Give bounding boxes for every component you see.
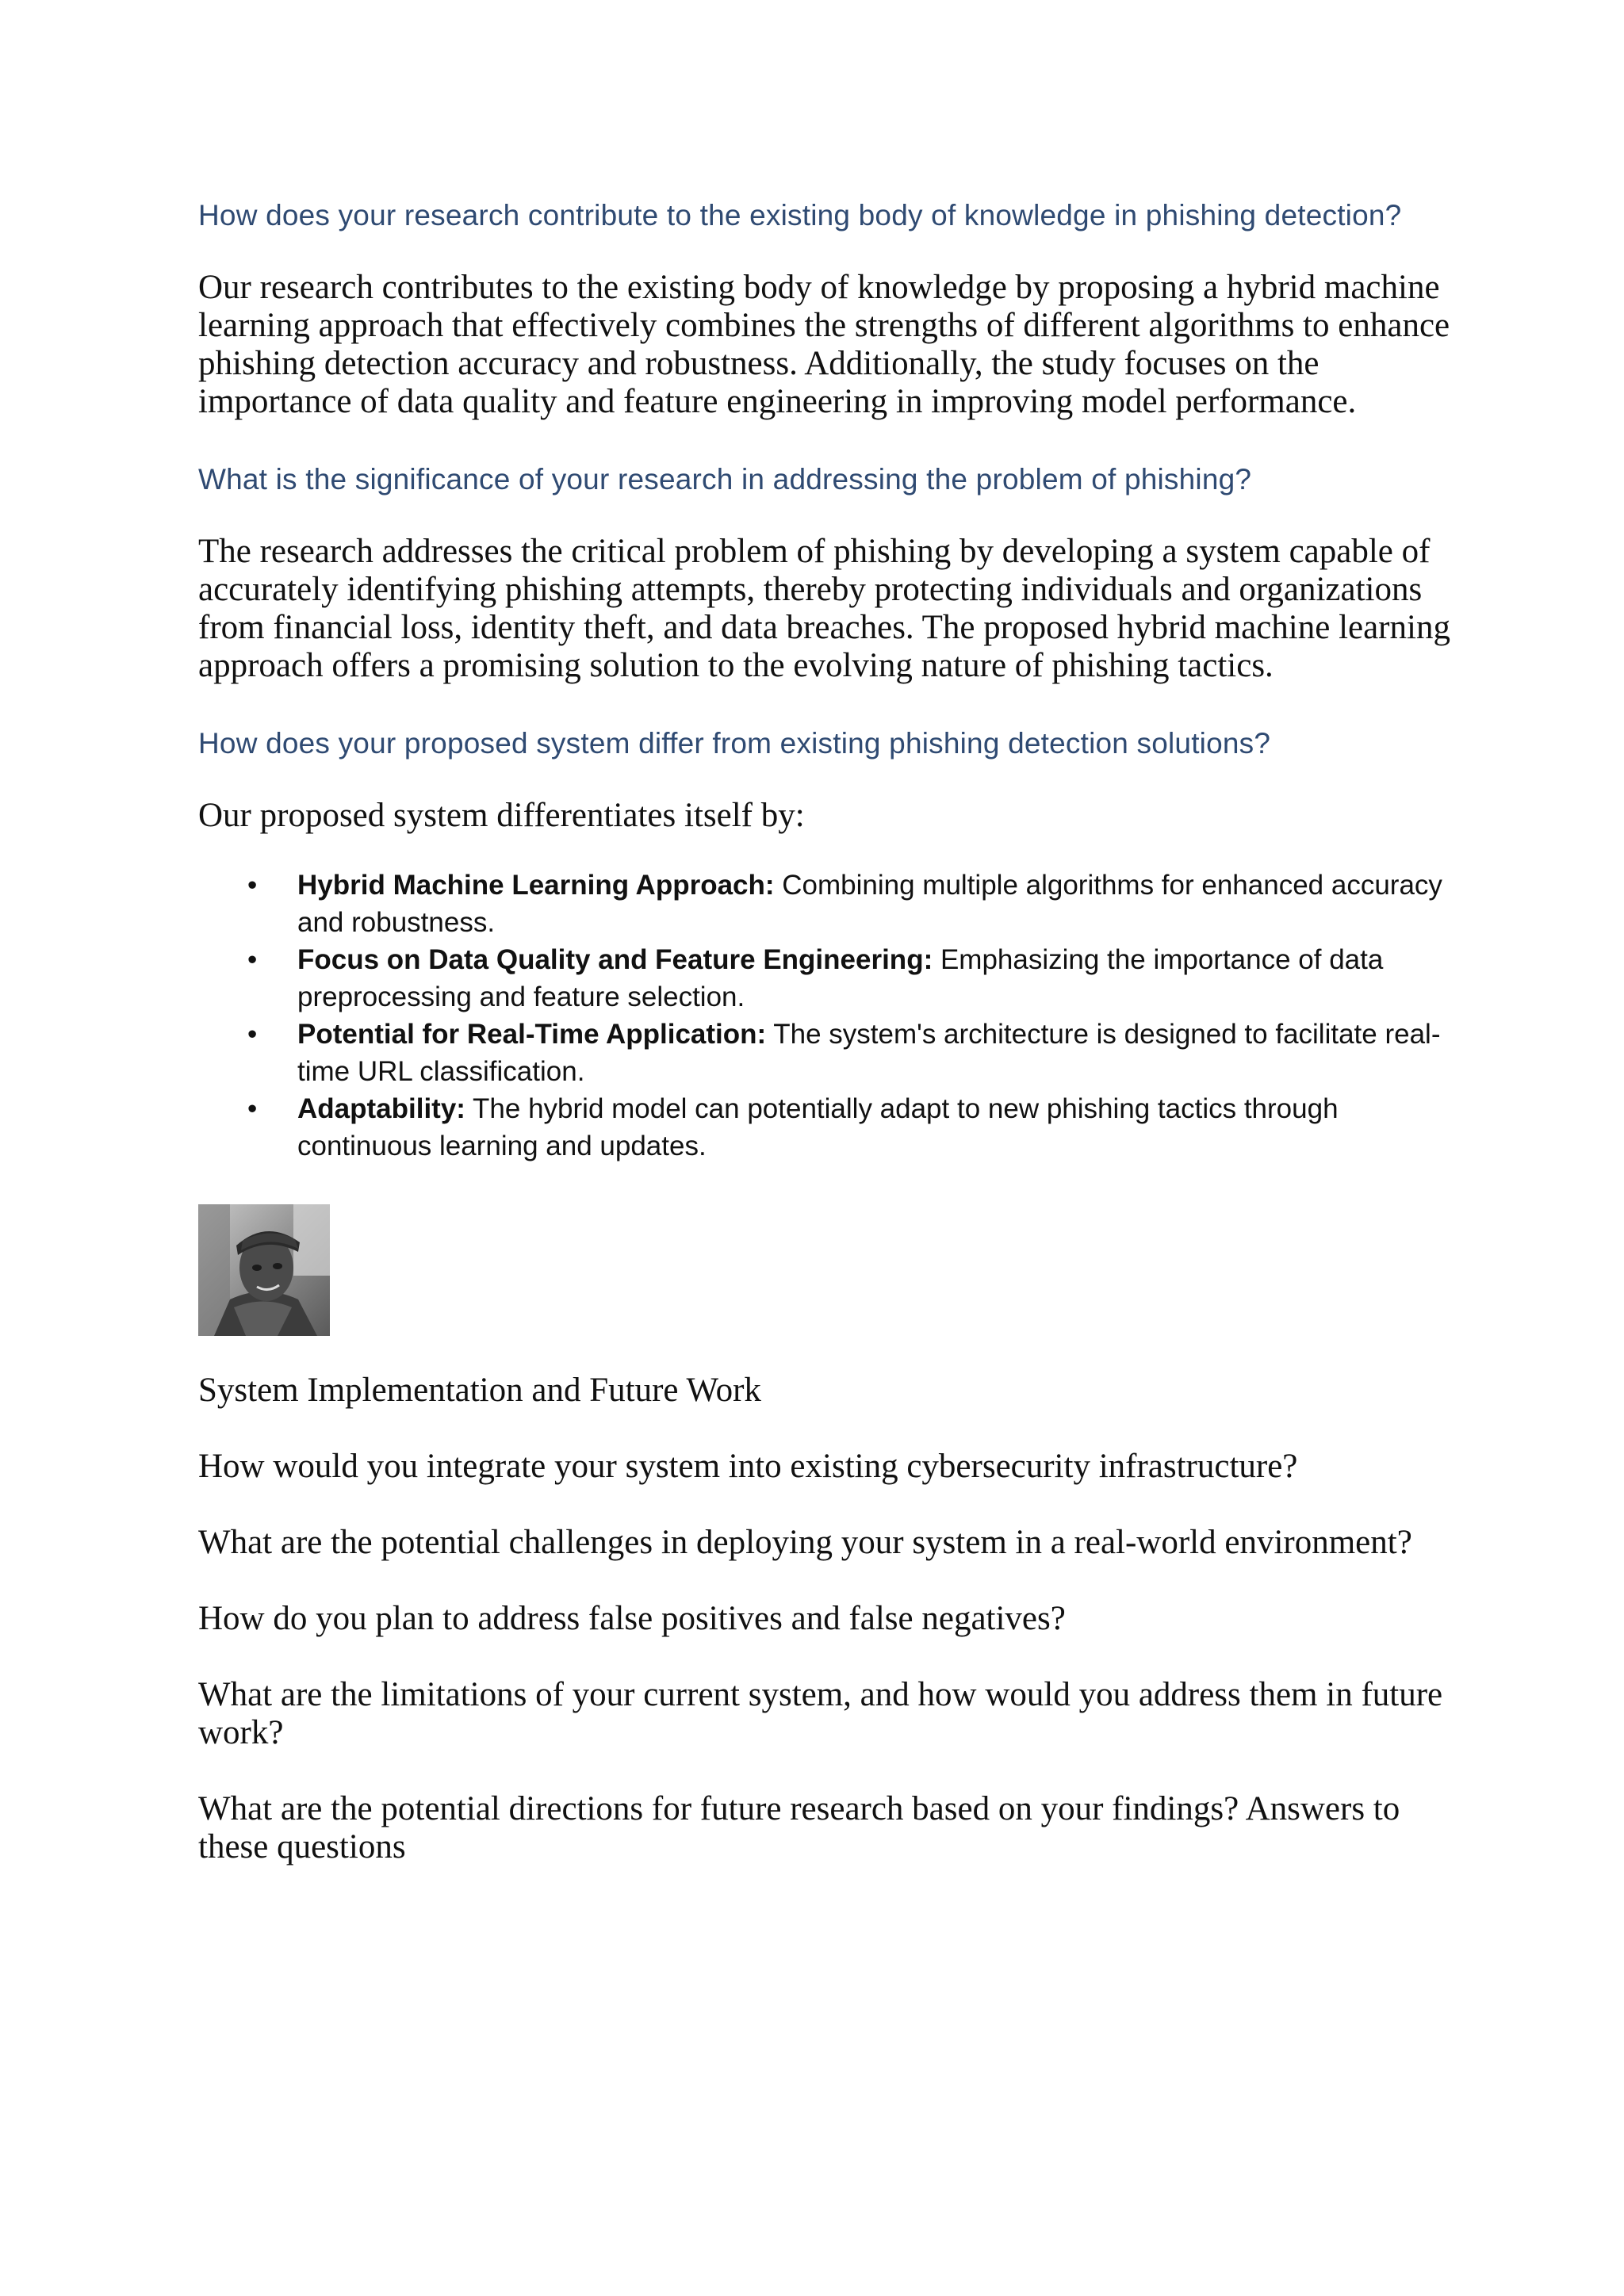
list-item [198,1090,1451,1165]
bullet-text: Emphasizing the importance of data preprocessing and feature selection. [297,944,1384,1012]
answer-paragraph-3: Our proposed system differentiates itself by: [198,797,805,834]
bullet-icon: • [247,1019,258,1050]
avatar [198,1204,330,1336]
answer-paragraph-1: Our research contributes to the existing body of knowledge by proposing a hybrid machine learning approach that effectively combines the strengths of different algorithms to enhance phishing detection accuracy and robustness. Additionally, the study focuses on the importance of data quality and feature engineering in improving model performance. [198,269,1450,420]
bullet-text: The hybrid model can potentially adapt to new phishing tactics through continuous learning and updates. [297,1093,1339,1161]
question-heading-1: How does your research contribute to the existing body of knowledge in phishing detection? [198,199,1402,232]
question-heading-3: How does your proposed system differ from existing phishing detection solutions? [198,727,1271,760]
bullet-title: Hybrid Machine Learning Approach: [297,870,775,901]
question-item: How do you plan to address false positives and false negatives? [198,1600,1066,1637]
question-item: What are the potential directions for future research based on your findings? Answers to these questions [198,1790,1400,1866]
bullet-icon: • [247,1093,258,1124]
bullet-title: Potential for Real-Time Application: [297,1019,767,1050]
bullet-text: Combining multiple algorithms for enhanced accuracy and robustness. [297,870,1442,938]
question-item: How would you integrate your system into existing cybersecurity infrastructure? [198,1448,1298,1485]
bullet-title: Adaptability: [297,1093,465,1124]
bullet-title: Focus on Data Quality and Feature Engineering: [297,944,933,975]
question-item: What are the potential challenges in deploying your system in a real-world environment? [198,1524,1412,1561]
question-item: What are the limitations of your current system, and how would you address them in future work? [198,1676,1443,1751]
section-title: System Implementation and Future Work [198,1372,761,1409]
differentiators-list [198,867,1451,1165]
bullet-text: The system's architecture is designed to facilitate real-time URL classification. [297,1019,1441,1087]
list-item [198,1016,1451,1090]
bullet-icon: • [247,944,258,975]
list-item [198,941,1451,1016]
question-heading-2: What is the significance of your research in addressing the problem of phishing? [198,463,1252,496]
document-content [198,197,1451,1866]
answer-paragraph-2: The research addresses the critical problem of phishing by developing a system capable of accurately identifying phishing attempts, thereby protecting individuals and organizations from financial loss, identity theft, and data breaches. The proposed hybrid machine learning approach offers a promising solution to the evolving nature of phishing tactics. [198,533,1450,684]
bullet-icon: • [247,870,258,901]
list-item [198,867,1451,941]
